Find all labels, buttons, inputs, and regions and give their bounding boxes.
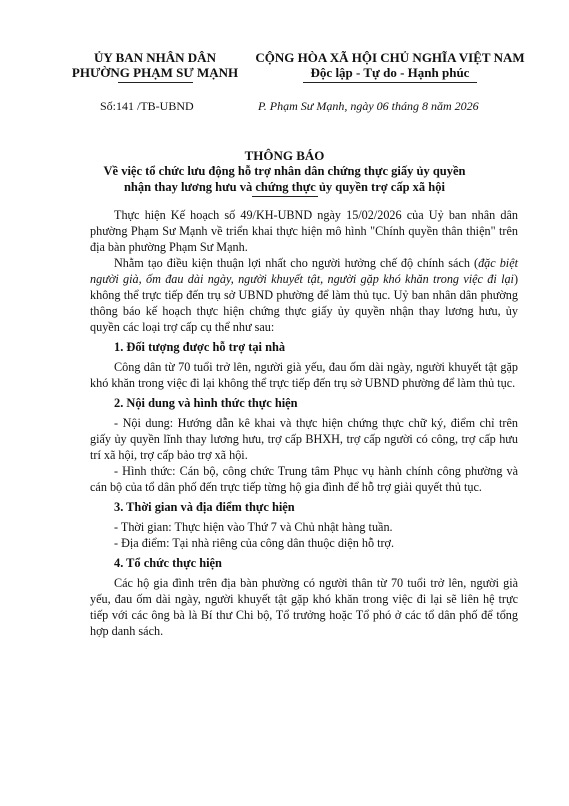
document-body <box>90 207 518 639</box>
section-3-time: - Thời gian: Thực hiện vào Thứ 7 và Chủ nhật hàng tuần. <box>114 520 393 534</box>
intro-2-italic: đặc biệt người già, ốm đau dài ngày, người khuyết tật, người gặp khó khăn trong việc đi lại <box>90 256 518 286</box>
title-underline <box>252 196 318 197</box>
motto-line-2: Độc lập - Tự do - Hạnh phúc <box>310 65 470 80</box>
national-motto <box>240 50 540 80</box>
authority-line-1: ỦY BAN NHÂN DÂN <box>94 50 216 65</box>
document-title: THÔNG BÁO <box>244 148 325 163</box>
intro-paragraph-2 <box>90 255 518 335</box>
section-4-text: Các hộ gia đình trên địa bàn phường có người thân từ 70 tuổi trở lên, người già yếu, đau ốm dài ngày, người khuyết tật gặp khó khăn trong việc đi lại sẽ liên hệ trực tiếp với các ông bà là Bí thư Chi bộ, Tổ trưởng hoặc Tổ phó ở các tổ dân phố để tổng hợp danh sách. <box>90 576 518 638</box>
subtitle-line-1: Về việc tổ chức lưu động hỗ trợ nhân dân chứng thực giấy ủy quyền <box>103 164 466 178</box>
document-number: Số:141 /TB-UBND <box>100 99 194 113</box>
subtitle-line-2: nhận thay lương hưu và chứng thực ủy quyền trợ cấp xã hội <box>123 180 445 194</box>
section-3-location: - Địa điểm: Tại nhà riêng của công dân thuộc diện hỗ trợ. <box>114 536 395 550</box>
motto-underline <box>303 82 477 83</box>
intro-2-text-a: Nhằm tạo điều kiện thuận lợi nhất cho người hưởng chế độ chính sách ( <box>114 256 479 270</box>
intro-2-text-b: ) không thể trực tiếp đến trụ sở UBND phường để làm thủ tục. Uỷ ban nhân dân phường thông báo kế hoạch thực hiện chứng thực giấy ủy quyền nhận thay lương hưu, ủy quyền các loại trợ cấp cụ thể như sau: <box>90 272 518 334</box>
issuing-authority <box>60 50 250 80</box>
authority-line-2: PHƯỜNG PHẠM SƯ MẠNH <box>71 65 239 80</box>
document-subtitle <box>0 163 569 195</box>
intro-paragraph-1: Thực hiện Kế hoạch số 49/KH-UBND ngày 15/02/2026 của Uỷ ban nhân dân phường Phạm Sư Mạnh về triển khai thực hiện mô hình "Chính quyền thân thiện" trên địa bàn phường Phạm Sư Mạnh. <box>90 208 518 254</box>
authority-underline <box>118 82 193 83</box>
place-and-date: P. Phạm Sư Mạnh, ngày 06 tháng 8 năm 2026 <box>258 99 479 113</box>
section-3-heading: 3. Thời gian và địa điểm thực hiện <box>114 500 295 514</box>
section-4-heading: 4. Tổ chức thực hiện <box>114 556 222 570</box>
section-2-content: - Nội dung: Hướng dẫn kê khai và thực hiện chứng thực chữ ký, điểm chỉ trên giấy ủy quyền lĩnh thay lương hưu, trợ cấp BHXH, trợ cấp người có công, trợ cấp hưu trí xã hội, trợ cấp bảo trợ xã hội. <box>90 416 518 462</box>
section-2-form: - Hình thức: Cán bộ, công chức Trung tâm Phục vụ hành chính công phường và cán bộ của tổ dân phố đến trực tiếp từng hộ gia đình để hỗ trợ giải quyết thủ tục. <box>90 464 518 494</box>
section-2-heading: 2. Nội dung và hình thức thực hiện <box>114 396 298 410</box>
motto-line-1: CỘNG HÒA XÃ HỘI CHỦ NGHĨA VIỆT NAM <box>255 50 525 65</box>
section-1-heading: 1. Đối tượng được hỗ trợ tại nhà <box>114 340 286 354</box>
section-1-text: Công dân từ 70 tuổi trở lên, người già yếu, đau ốm dài ngày, người khuyết tật gặp khó khăn trong việc đi lại không thể trực tiếp đến trụ sở UBND phường để làm thủ tục. <box>90 360 518 390</box>
